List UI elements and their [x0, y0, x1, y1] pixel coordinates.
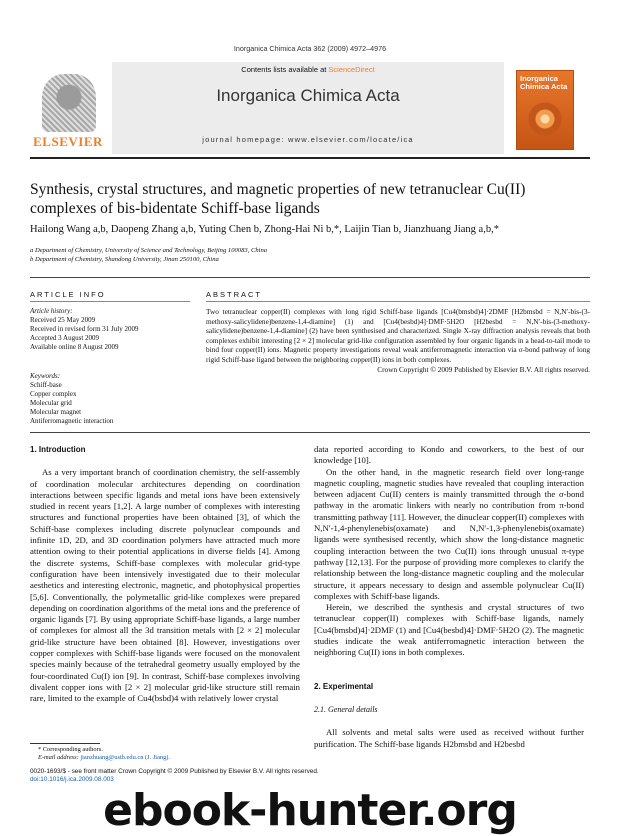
intro-continuation: data reported according to Kondo and coworkers, to the best of our knowledge [10].	[314, 444, 584, 466]
introduction-heading: 1. Introduction	[30, 445, 86, 454]
history-revised: Received in revised form 31 July 2009	[30, 325, 139, 333]
affiliation-b: b Department of Chemistry, Shandong University, Jinan 250100, China	[30, 256, 219, 263]
right-column	[314, 444, 584, 750]
experimental-heading: 2. Experimental	[314, 681, 374, 691]
email-link[interactable]: jianzhuang@ustb.edu.cn (J. Jiang).	[80, 754, 171, 761]
divider	[30, 301, 190, 302]
keywords	[30, 372, 190, 426]
journal-name: Inorganica Chimica Acta	[216, 86, 400, 105]
email-label: E-mail address:	[38, 754, 81, 761]
keyword-item: Molecular magnet	[30, 408, 82, 416]
experimental-paragraph: All solvents and metal salts were used as received without further purification. The Schiff-base ligands H2bmsbd and H2besbd	[314, 727, 584, 749]
email-note	[38, 754, 300, 762]
divider	[30, 432, 590, 433]
intro-paragraph-2: On the other hand, in the magnetic research field over long-range magnetic coupling, magnetic studies have revealed that coupling interaction between adjacent Cu(II) centers is mainly transmitted through the σ-bond pathway in the aromatic linkers with nearly no contribution from π-bond transmitting pathway [11]. However, the dinuclear copper(II) complexes with N,N′-1,4-phenylenebis(oxamate) and N,N′-1,3-phenylenebis(oxamate) ligands were synthesised recently, which show the long-distance magnetic coupling interaction between the two Cu(II) ions through unusual π-type pathway [12,13]. For the purpose of providing more complexes to clarify the relationship between the long-distance magnetic coupling and the molecular structure, it appears necessary to design and assemble polynuclear Cu(II) complexes with Schiff-base ligands.	[314, 466, 584, 601]
keyword-item: Molecular grid	[30, 399, 72, 407]
abstract-copyright: Crown Copyright © 2009 Published by Elsevier B.V. All rights reserved.	[377, 364, 590, 374]
elsevier-tree-icon	[42, 74, 96, 132]
contents-line	[112, 65, 504, 74]
affiliation-a: a Department of Chemistry, University of Science and Technology, Beijing 100083, China	[30, 247, 268, 254]
watermark: ebook-hunter.org	[103, 785, 517, 836]
intro-paragraph-3: Herein, we described the synthesis and crystal structures of two tetranuclear copper(II) complexes with Schiff-base ligands, namely [Cu4(bmsbd)4]·2DMF (1) and [Cu4(besbd)4]·DMF·5H2O (2). The magnetic studies indicate the weak antiferromagnetic interaction between the neighboring Cu(II) ions in both complexes.	[314, 602, 584, 658]
cover-art-icon	[527, 101, 563, 137]
issn-line: 0020-1693/$ - see front matter Crown Copyright © 2009 Published by Elsevier B.V. All rights reserved.	[30, 768, 319, 775]
general-details-heading: 2.1. General details	[314, 704, 378, 714]
header-divider	[30, 157, 590, 159]
keyword-item: Schiff-base	[30, 381, 62, 389]
intro-paragraph: As a very important branch of coordination chemistry, the self-assembly of coordination molecular architectures depending on coordination interactions between specific ligands and metal ions have been extensively studied in recent years [1,2]. A large number of complexes with interesting structures and functional properties have been obtained [3], of which the Schiff-base complexes including discrete polynuclear compounds and infinite 1D, 2D, and 3D coordination polymers have attracted much more attention owing to their potential applications in diverse fields [4]. Among the discrete systems, Schiff-base complexes with molecular grid-type configuration have been intensively investigated due to their molecular aesthetics and interesting electronic, magnetic, and photophysical properties [5,6]. Conventionally, the polymetallic grid-like complexes were prepared depending on coordination algorithms of the metal ions and the preference of organic ligands [7]. By using appropriate Schiff-base ligands, a large number of complexes for almost all the 3d transition metals with [2 × 2] molecular grid-like structure have been obtained [8]. However, investigations over copper complexes with Schiff-base ligands were focused on the monovalent species mainly because of the tetrahedral geometry usually employed by the four-coordinated Cu(I) ion [9]. In contrast, Schiff-base complexes involving divalent copper ions with [2 × 2] molecular grid-like structure still remain rare, limited to the example of Cu4(bsbd)4 with relatively lower crystal	[30, 467, 300, 704]
history-online: Available online 8 August 2009	[30, 343, 119, 351]
sciencedirect-link[interactable]: ScienceDirect	[328, 65, 375, 74]
corresponding-note: * Corresponding authors.	[38, 746, 103, 753]
divider	[206, 301, 590, 302]
divider	[30, 277, 590, 278]
footnote-divider	[30, 743, 100, 744]
abstract-body	[206, 307, 590, 374]
article-history	[30, 307, 190, 352]
publisher-logo-text: ELSEVIER	[33, 134, 103, 149]
article-title: Synthesis, crystal structures, and magnetic properties of new tetranuclear Cu(II) complexes of bis-bidentate Schiff-base ligands	[30, 181, 526, 217]
abstract-heading: ABSTRACT	[206, 290, 263, 299]
abstract-text: Two tetranuclear copper(II) complexes with long rigid Schiff-base ligands [Cu4(bmsbd)4]·2DMF [H2bmsbd = N,N′-bis-(3-methoxy-salicylidene)benzene-1,4-diamine] (1) and [Cu4(besbd)4]·DMF·5H2O [H2besbd = N,N′-bis-(3-methoxy-salicylidene)benzene-1,4-diamine] (2) have been synthesised and characterized. Single X-ray diffraction analysis reveals that both complexes exhibit interesting [2 × 2] molecular grid-like configuration assembled by four organic ligands in a head-to-tail mode to bind four copper(II) ions. Magnetic property investigations reveal weak antiferromagnetic interaction via σ-bond pathway of long rigid Schiff-base ligand between the neighboring copper(II) ions in both complexes.	[206, 307, 590, 364]
elsevier-logo[interactable]	[30, 74, 106, 154]
cover-title: Inorganica Chimica Acta	[520, 74, 568, 91]
left-column	[30, 444, 300, 705]
history-received: Received 25 May 2009	[30, 316, 96, 324]
journal-banner	[112, 62, 504, 154]
history-label: Article history:	[30, 307, 73, 315]
journal-citation: Inorganica Chimica Acta 362 (2009) 4972–4976	[233, 44, 387, 53]
author-list: Hailong Wang a,b, Daopeng Zhang a,b, Yuting Chen b, Zhong-Hai Ni b,*, Laijin Tian b, Jianzhuang Jiang a,b,*	[30, 224, 499, 235]
keyword-item: Antiferromagnetic interaction	[30, 417, 114, 425]
journal-homepage[interactable]: journal homepage: www.elsevier.com/locate/ica	[202, 135, 414, 144]
keyword-item: Copper complex	[30, 390, 77, 398]
contents-prefix: Contents lists available at	[241, 65, 329, 74]
keywords-label: Keywords:	[30, 372, 61, 380]
journal-cover[interactable]	[516, 70, 574, 150]
journal-header	[30, 62, 590, 154]
history-accepted: Accepted 3 August 2009	[30, 334, 100, 342]
article-info-heading: ARTICLE INFO	[30, 290, 106, 299]
doi-link[interactable]: doi:10.1016/j.ica.2009.08.003	[30, 776, 114, 783]
